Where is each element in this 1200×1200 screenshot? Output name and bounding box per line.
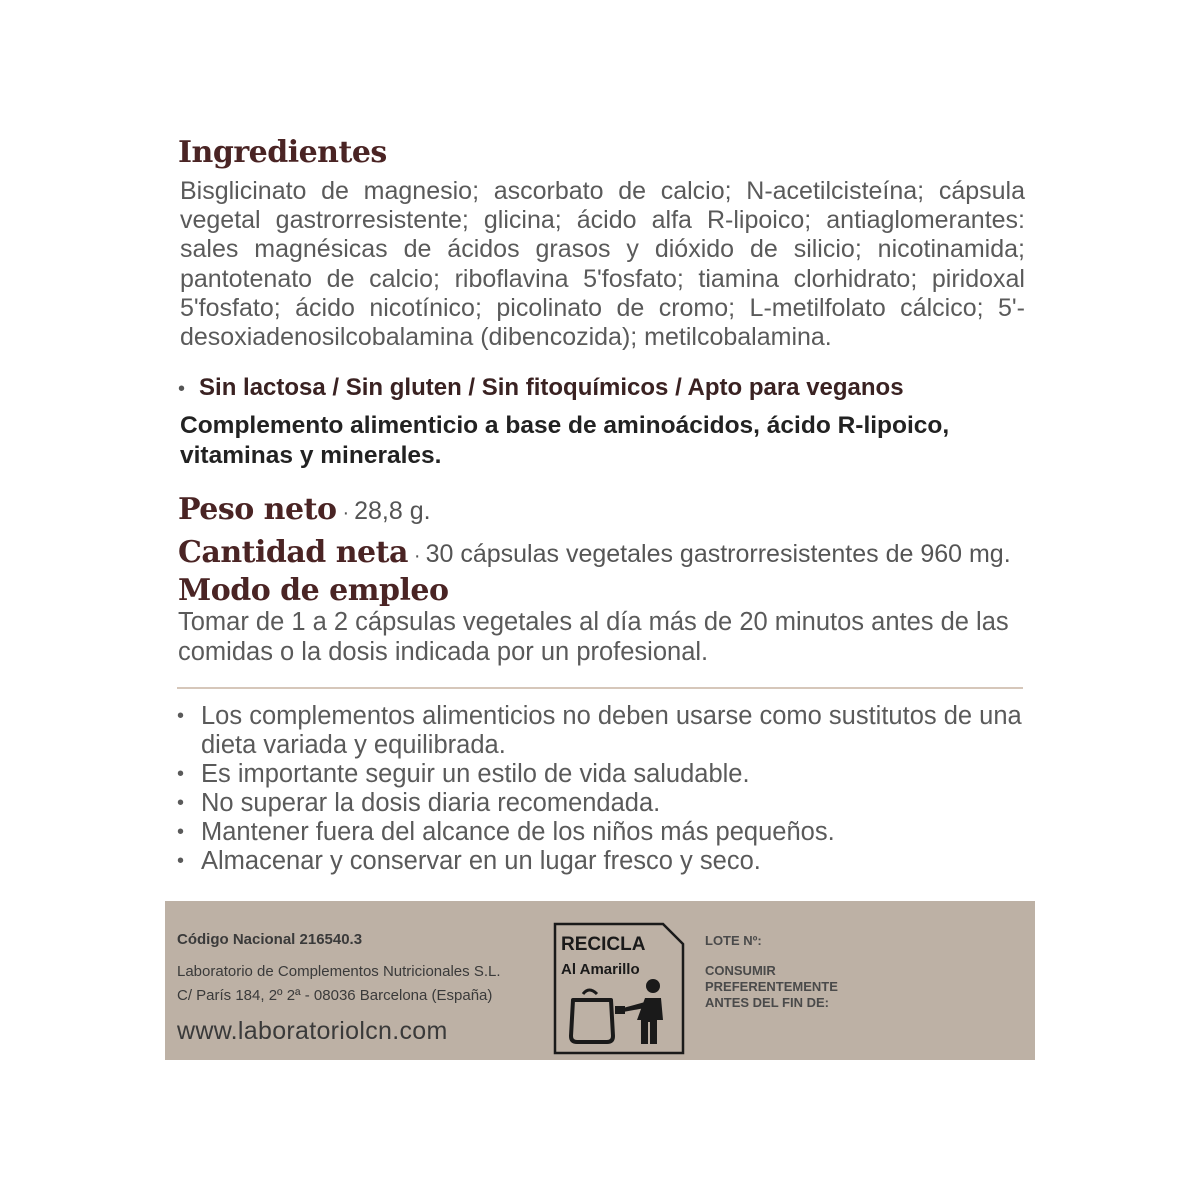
warning-item: • Es importante seguir un estilo de vida saludable. — [177, 760, 1037, 789]
section-divider — [177, 687, 1023, 689]
usage-title: Modo de empleo — [178, 573, 449, 608]
product-summary: Complemento alimenticio a base de aminoácidos, ácido R-lipoico, vitaminas y minerales. — [180, 412, 950, 469]
best-before-label — [705, 963, 838, 1011]
warning-item: • Mantener fuera del alcance de los niños más pequeños. — [177, 818, 1037, 847]
lab-address: C/ París 184, 2º 2ª - 08036 Barcelona (España) — [177, 987, 493, 1004]
usage-text: Tomar de 1 a 2 cápsulas vegetales al día más de 20 minutos antes de las comidas o la dosis indicada por un profesional. — [178, 608, 1009, 666]
national-code: Código Nacional 216540.3 — [177, 931, 363, 948]
warning-item: • Los complementos alimenticios no deben usarse como sustitutos de una dieta variada y equilibrada. — [177, 702, 1037, 760]
warnings-list — [177, 702, 1037, 876]
website-link[interactable]: www.laboratoriolcn.com — [177, 1017, 448, 1045]
net-quantity-separator: · — [413, 545, 421, 567]
recycle-bin-icon — [553, 922, 685, 1055]
best-before-line-1: CONSUMIR — [705, 963, 776, 978]
claims-text: Sin lactosa / Sin gluten / Sin fitoquímicos / Apto para veganos — [199, 374, 904, 401]
lab-name: Laboratorio de Complementos Nutricionales S.L. — [177, 963, 501, 980]
net-quantity — [178, 533, 1011, 578]
best-before-line-2: PREFERENTEMENTE — [705, 979, 838, 994]
warning-item: • No superar la dosis diaria recomendada. — [177, 789, 1037, 818]
footer-panel — [165, 901, 1035, 1060]
lot-number-label: LOTE Nº: — [705, 933, 762, 948]
net-weight-label: Peso neto — [178, 492, 337, 527]
net-quantity-value: 30 cápsulas vegetales gastrorresistentes de 960 mg. — [425, 540, 1011, 568]
recycle-subtitle: Al Amarillo — [561, 961, 640, 978]
ingredients-text: Bisglicinato de magnesio; ascorbato de calcio; N-acetilcisteína; cápsula vegetal gastrorresistente; glicina; ácido alfa R-lipoico; antiaglomerantes: sales magnésicas de ácidos grasos y dióxido de silicio; nicotinamida; pantotenato de calcio; riboflavina 5'fosfato; tiamina clorhidrato; piridoxal 5'fosfato; ácido nicotínico; picolinato de cromo; L-metilfolato cálcico; 5'-desoxiadenosilcobalamina (dibencozida); metilcobalamina. — [180, 177, 1025, 352]
best-before-line-3: ANTES DEL FIN DE: — [705, 995, 829, 1010]
recycle-title: RECICLA — [561, 934, 646, 955]
ingredients-title: Ingredientes — [178, 135, 387, 170]
net-weight — [178, 490, 431, 535]
warning-item: • Almacenar y conservar en un lugar fresco y seco. — [177, 847, 1037, 876]
claims-bullet: • — [178, 378, 186, 400]
net-quantity-label: Cantidad neta — [178, 535, 408, 570]
dietary-claims — [178, 373, 904, 404]
net-weight-separator: · — [342, 502, 350, 524]
net-weight-value: 28,8 g. — [354, 497, 431, 525]
